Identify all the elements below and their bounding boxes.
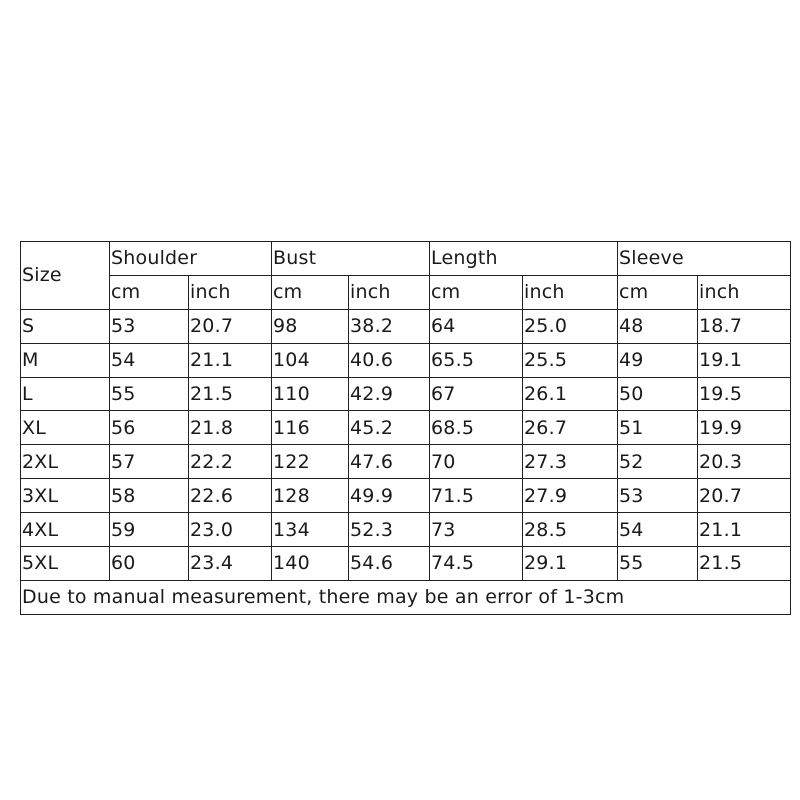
cell-length-cm: 64 bbox=[430, 309, 523, 343]
cell-shoulder-cm: 53 bbox=[110, 309, 189, 343]
cell-length-inch: 25.5 bbox=[523, 343, 618, 377]
cell-length-cm: 68.5 bbox=[430, 411, 523, 445]
group-header-row bbox=[21, 242, 791, 276]
cell-sleeve-cm: 49 bbox=[618, 343, 698, 377]
unit-header-cm: cm bbox=[430, 275, 523, 309]
cell-length-cm: 70 bbox=[430, 445, 523, 479]
table-row bbox=[21, 377, 791, 411]
cell-bust-cm: 110 bbox=[272, 377, 349, 411]
unit-header-inch: inch bbox=[189, 275, 272, 309]
unit-header-inch: inch bbox=[523, 275, 618, 309]
cell-sleeve-cm: 55 bbox=[618, 547, 698, 581]
cell-shoulder-cm: 59 bbox=[110, 513, 189, 547]
size-header: Size bbox=[21, 242, 110, 310]
cell-sleeve-cm: 51 bbox=[618, 411, 698, 445]
cell-bust-inch: 40.6 bbox=[349, 343, 430, 377]
cell-bust-cm: 128 bbox=[272, 479, 349, 513]
table-row bbox=[21, 411, 791, 445]
cell-sleeve-inch: 20.3 bbox=[698, 445, 791, 479]
table-row bbox=[21, 445, 791, 479]
cell-shoulder-cm: 57 bbox=[110, 445, 189, 479]
note-row bbox=[21, 580, 791, 614]
cell-size: S bbox=[21, 309, 110, 343]
cell-bust-inch: 45.2 bbox=[349, 411, 430, 445]
group-header-sleeve: Sleeve bbox=[618, 242, 791, 276]
cell-sleeve-inch: 18.7 bbox=[698, 309, 791, 343]
cell-shoulder-cm: 60 bbox=[110, 547, 189, 581]
cell-length-cm: 65.5 bbox=[430, 343, 523, 377]
cell-length-cm: 74.5 bbox=[430, 547, 523, 581]
cell-size: XL bbox=[21, 411, 110, 445]
size-rows bbox=[21, 309, 791, 580]
cell-shoulder-cm: 55 bbox=[110, 377, 189, 411]
cell-bust-inch: 42.9 bbox=[349, 377, 430, 411]
cell-shoulder-inch: 21.5 bbox=[189, 377, 272, 411]
cell-sleeve-inch: 19.1 bbox=[698, 343, 791, 377]
cell-sleeve-inch: 19.5 bbox=[698, 377, 791, 411]
group-header-bust: Bust bbox=[272, 242, 430, 276]
cell-shoulder-inch: 21.8 bbox=[189, 411, 272, 445]
table-row bbox=[21, 479, 791, 513]
cell-shoulder-cm: 54 bbox=[110, 343, 189, 377]
cell-sleeve-cm: 48 bbox=[618, 309, 698, 343]
cell-bust-cm: 104 bbox=[272, 343, 349, 377]
cell-bust-inch: 47.6 bbox=[349, 445, 430, 479]
cell-size: 2XL bbox=[21, 445, 110, 479]
unit-header-cm: cm bbox=[272, 275, 349, 309]
cell-bust-cm: 140 bbox=[272, 547, 349, 581]
cell-sleeve-inch: 20.7 bbox=[698, 479, 791, 513]
cell-bust-cm: 122 bbox=[272, 445, 349, 479]
table-row bbox=[21, 309, 791, 343]
cell-length-inch: 27.3 bbox=[523, 445, 618, 479]
cell-length-inch: 25.0 bbox=[523, 309, 618, 343]
cell-shoulder-cm: 58 bbox=[110, 479, 189, 513]
cell-sleeve-inch: 21.1 bbox=[698, 513, 791, 547]
cell-sleeve-inch: 21.5 bbox=[698, 547, 791, 581]
cell-shoulder-inch: 22.6 bbox=[189, 479, 272, 513]
cell-length-inch: 27.9 bbox=[523, 479, 618, 513]
measurement-note: Due to manual measurement, there may be an error of 1-3cm bbox=[21, 580, 791, 614]
cell-size: L bbox=[21, 377, 110, 411]
cell-length-cm: 67 bbox=[430, 377, 523, 411]
cell-size: 4XL bbox=[21, 513, 110, 547]
cell-bust-inch: 54.6 bbox=[349, 547, 430, 581]
cell-shoulder-inch: 20.7 bbox=[189, 309, 272, 343]
cell-bust-inch: 49.9 bbox=[349, 479, 430, 513]
cell-size: M bbox=[21, 343, 110, 377]
cell-length-cm: 71.5 bbox=[430, 479, 523, 513]
cell-bust-cm: 134 bbox=[272, 513, 349, 547]
group-header-length: Length bbox=[430, 242, 618, 276]
cell-shoulder-inch: 21.1 bbox=[189, 343, 272, 377]
cell-length-inch: 29.1 bbox=[523, 547, 618, 581]
cell-bust-cm: 116 bbox=[272, 411, 349, 445]
cell-length-inch: 28.5 bbox=[523, 513, 618, 547]
cell-shoulder-inch: 22.2 bbox=[189, 445, 272, 479]
cell-size: 3XL bbox=[21, 479, 110, 513]
cell-size: 5XL bbox=[21, 547, 110, 581]
cell-shoulder-cm: 56 bbox=[110, 411, 189, 445]
cell-bust-cm: 98 bbox=[272, 309, 349, 343]
cell-length-cm: 73 bbox=[430, 513, 523, 547]
cell-sleeve-inch: 19.9 bbox=[698, 411, 791, 445]
unit-header-inch: inch bbox=[698, 275, 791, 309]
cell-length-inch: 26.7 bbox=[523, 411, 618, 445]
cell-sleeve-cm: 52 bbox=[618, 445, 698, 479]
cell-length-inch: 26.1 bbox=[523, 377, 618, 411]
group-header-shoulder: Shoulder bbox=[110, 242, 272, 276]
table-row bbox=[21, 343, 791, 377]
cell-sleeve-cm: 53 bbox=[618, 479, 698, 513]
unit-header-cm: cm bbox=[618, 275, 698, 309]
unit-header-inch: inch bbox=[349, 275, 430, 309]
cell-sleeve-cm: 50 bbox=[618, 377, 698, 411]
cell-bust-inch: 52.3 bbox=[349, 513, 430, 547]
cell-shoulder-inch: 23.0 bbox=[189, 513, 272, 547]
unit-header-row bbox=[21, 275, 791, 309]
cell-bust-inch: 38.2 bbox=[349, 309, 430, 343]
table-row bbox=[21, 513, 791, 547]
size-chart-table bbox=[20, 241, 791, 615]
cell-sleeve-cm: 54 bbox=[618, 513, 698, 547]
unit-header-cm: cm bbox=[110, 275, 189, 309]
table-row bbox=[21, 547, 791, 581]
cell-shoulder-inch: 23.4 bbox=[189, 547, 272, 581]
